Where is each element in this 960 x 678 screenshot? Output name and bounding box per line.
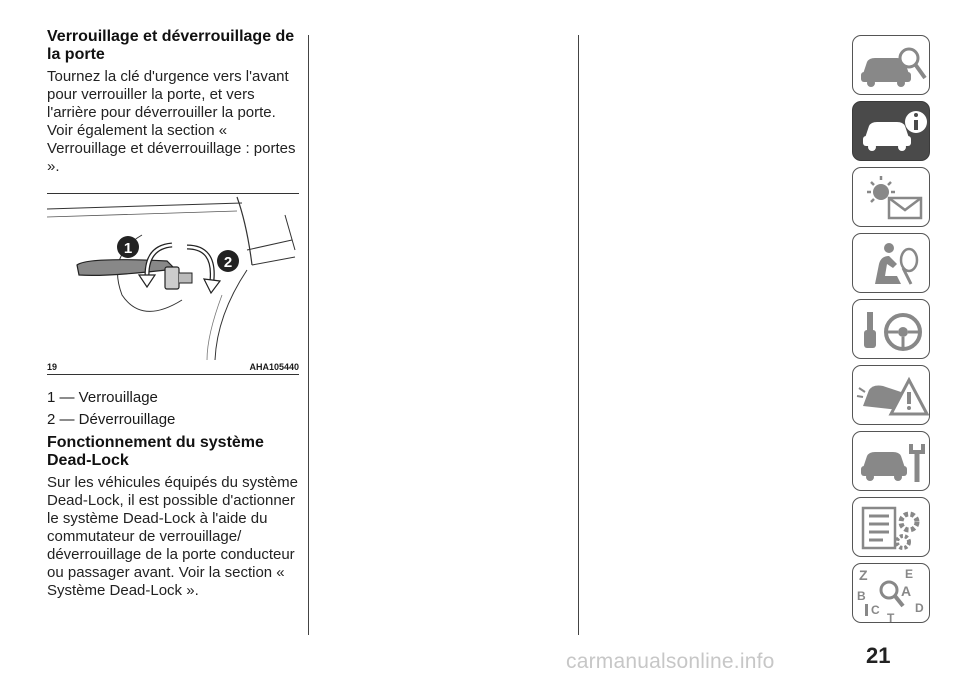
index-letter-t: T: [887, 611, 895, 624]
index-letter-a: A: [901, 583, 912, 599]
section-body-locking: Tournez la clé d'urgence vers l'avant pour verrouiller la porte, et vers l'arrière pour déverrouiller la porte. Voir également la section « Verrouillage et déverrouillage : portes ».: [47, 68, 296, 175]
car-magnifier-icon: [853, 36, 931, 96]
alphabetical-index-icon: [853, 564, 931, 624]
section-dead-lock: [47, 434, 299, 600]
column-divider-1: [308, 35, 309, 635]
figure-top-rule: [47, 193, 299, 194]
index-letter-d: D: [915, 601, 924, 615]
car-wrench-icon: [853, 432, 931, 492]
column-divider-2: [578, 35, 579, 635]
figure-caption: [47, 360, 299, 375]
page-number: 21: [866, 643, 891, 668]
index-letter-e: E: [905, 567, 914, 581]
tab-emergency[interactable]: [852, 365, 930, 425]
tab-warning-lights[interactable]: [852, 167, 930, 227]
tab-car-info[interactable]: [852, 101, 930, 161]
tab-starting-driving[interactable]: [852, 299, 930, 359]
key-steering-wheel-icon: [853, 300, 931, 360]
chapter-tabs: [852, 35, 932, 629]
section-title-locking: Verrouillage et déverrouillage de la porte: [47, 28, 295, 63]
section-body-dead-lock: Sur les véhicules équipés du système Dead-Lock, il est possible d'actionner le système Dead-Lock à l'aide du commutateur de verrouillage/ déverrouillage de la porte conducteur ou passager avant. Voir la section « Système Dead-Lock ».: [47, 474, 298, 599]
door-handle-illustration: [47, 195, 297, 360]
left-column: [47, 28, 299, 600]
watermark: carmanualsonline.info: [566, 650, 775, 673]
index-letter-c: C: [871, 603, 880, 617]
seat-airbag-icon: [853, 234, 931, 294]
callout-2: 2: [223, 254, 233, 271]
warning-light-envelope-icon: [853, 168, 931, 228]
section-title-dead-lock: Fonctionnement du système Dead-Lock: [47, 434, 264, 469]
legend-item-lock: 1 — Verrouillage: [47, 389, 158, 406]
figure-number: 19: [47, 362, 58, 372]
callout-1: 1: [123, 240, 133, 257]
tab-car-magnifier[interactable]: [852, 35, 930, 95]
tab-index[interactable]: [852, 563, 930, 623]
figure-legend: [47, 389, 299, 429]
figure-code: AHA105440: [249, 362, 299, 372]
car-info-icon: [853, 102, 931, 162]
tab-safety[interactable]: [852, 233, 930, 293]
index-letter-b: B: [857, 589, 866, 603]
crashed-car-warning-icon: [853, 366, 931, 426]
index-letter-z: Z: [859, 567, 868, 583]
checklist-gears-icon: [853, 498, 931, 558]
tab-maintenance[interactable]: [852, 431, 930, 491]
tab-technical-data[interactable]: [852, 497, 930, 557]
legend-item-unlock: 2 — Déverrouillage: [47, 411, 176, 428]
